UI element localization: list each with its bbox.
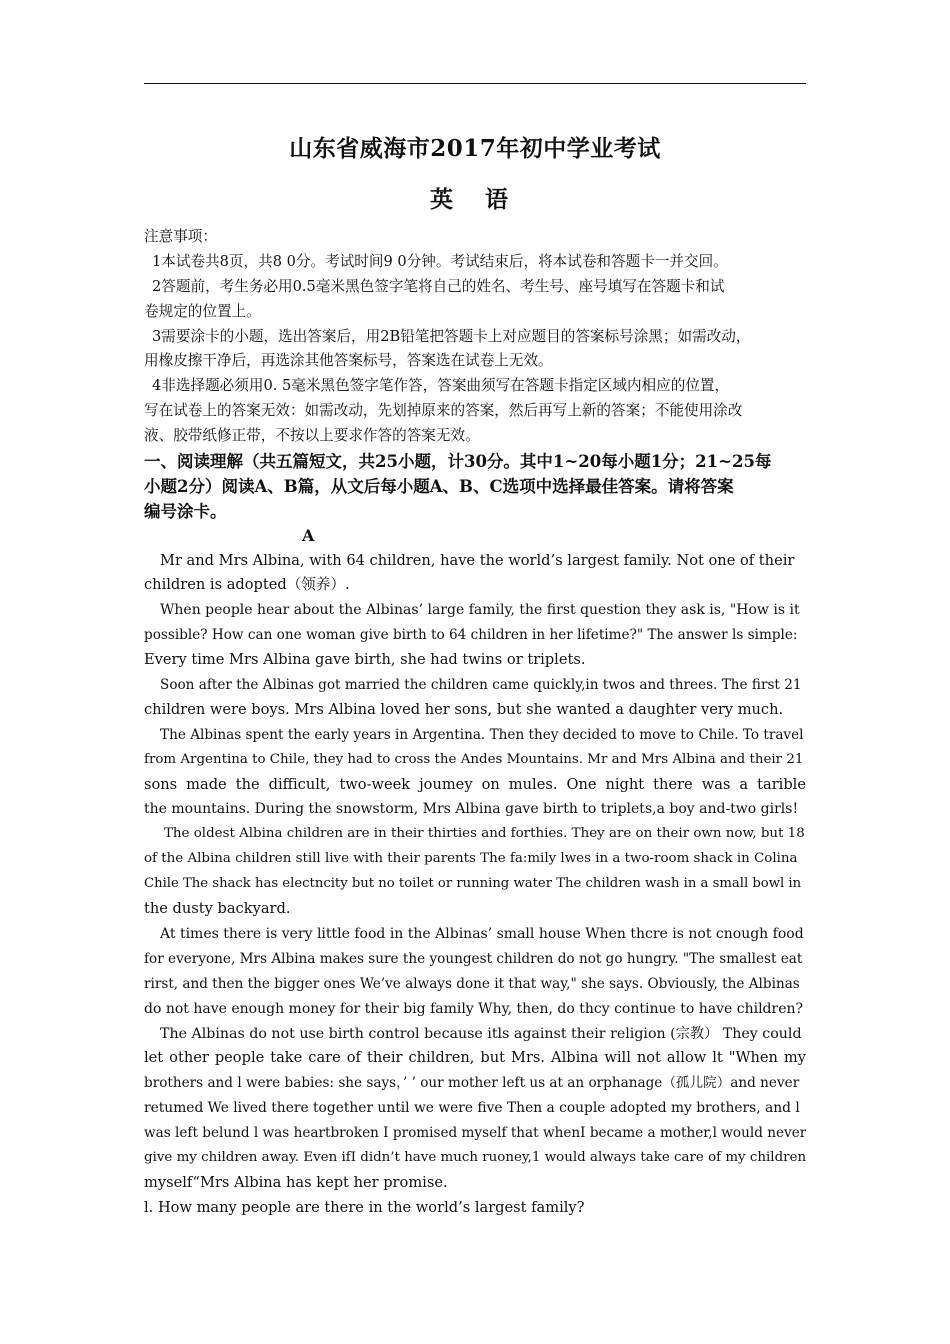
passage-line: Mr and Mrs Albina, with 64 children, have the world’s largest family. Not one of their xyxy=(160,551,795,569)
passage-line: Chile The shack has electncity but no toilet or running water The children wash in a small bowl in xyxy=(144,876,802,892)
section-heading-line-1: 一、阅读理解（共五篇短文，共25小题，计30分。其中1~20每小题1分；21~25每 xyxy=(144,452,772,472)
passage-line: children is adopted（领养）. xyxy=(144,576,350,594)
passage-line: do not have enough money for their big family Why, then, do thcy continue to have children? xyxy=(144,1000,804,1017)
notice-heading: 注意事项： xyxy=(144,228,217,245)
passage-line: from Argentina to Chile, they had to cross the Andes Mountains. Mr and Mrs Albina and their 21 xyxy=(144,751,804,767)
notice-line-2: 2答题前，考生务必用0.5毫米黑色签字笔将自己的姓名、考生号、座号填写在答题卡和试 xyxy=(152,277,725,295)
section-heading-line-3: 编号涂卡。 xyxy=(144,501,227,521)
passage-line: Every time Mrs Albina gave birth, she had twins or triplets. xyxy=(144,651,586,669)
passage-line: brothers and l were babies: she says，’ ’ our mother left us at an orphanage（孤儿院）and never xyxy=(144,1075,800,1092)
passage-line: rirst, and then the bigger ones We’ve always done it that way," she says. Obviously, the Albinas xyxy=(144,975,800,992)
question-1: l. How many people are there in the world’s largest family? xyxy=(144,1198,585,1216)
passage-label: A xyxy=(302,525,315,545)
passage-line: let other people take care of their children, but Mrs. Albina will not allow lt "When my xyxy=(144,1049,806,1067)
passage-line: was left belund l was heartbroken I promised myself that whenI became a mother,l would never xyxy=(144,1125,806,1142)
passage-line: The Albinas spent the early years in Argentina. Then they decided to move to Chile. To travel xyxy=(160,726,804,743)
passage-line: retumed We lived there together until we were five Then a couple adopted my brothers, and l xyxy=(144,1100,800,1117)
top-rule xyxy=(144,83,806,84)
passage-line: the mountains. During the snowstorm, Mrs Albina gave birth to triplets,a boy and-two girls! xyxy=(144,801,799,818)
notice-line-6: 4非选择题必须用0. 5毫米黑色签字笔作答，答案曲须写在答题卡指定区域内相应的位置， xyxy=(152,377,730,395)
notice-line-5: 用橡皮擦干净后，再选涂其他答案标号，答案选在试卷上无效。 xyxy=(144,352,553,370)
passage-line: give my children away. Even ifI didn’t have much ruoney,1 would always take care of my children xyxy=(144,1149,806,1165)
notice-line-3: 卷规定的位置上。 xyxy=(144,302,261,320)
passage-line: sons made the difficult, two-week joumey on mules. One night there was a tarible xyxy=(144,775,806,793)
passage-line: The Albinas do not use birth control because itls against their religion (宗教） They could xyxy=(160,1025,802,1042)
notice-line-4: 3需要涂卡的小题，选出答案后，用2B铅笔把答题卡上对应题目的答案标号涂黑；如需改动， xyxy=(152,327,751,345)
passage-line: for everyone, Mrs Albina makes sure the youngest children do not go hungry. "The smallest eat xyxy=(144,950,803,967)
passage-line: At times there is very little food in the Albinas’ small house When thcre is not cnough food xyxy=(160,925,804,942)
passage-line: The oldest Albina children are in their thirties and forthies. They are on their own now, but 18 xyxy=(164,826,805,842)
exam-title: 山东省威海市2017年初中学业考试 xyxy=(289,135,661,162)
notice-line-1: 1本试卷共8页，共8 0分。考试时间9 0分钟。考试结束后，将本试卷和答题卡一并交回。 xyxy=(152,252,728,270)
passage-line: the dusty backyard. xyxy=(144,900,291,918)
passage-line: children were boys. Mrs Albina loved her sons, but she wanted a daughter very much. xyxy=(144,700,784,718)
notice-line-7: 写在试卷上的答案无效：如需改动，先划掉原来的答案，然后再写上新的答案；不能使用涂改 xyxy=(144,402,743,420)
notice-line-8: 液、胶带纸修正带，不按以上要求作答的答案无效。 xyxy=(144,427,480,445)
passage-line: When people hear about the Albinas’ large family, the first question they ask is, "How is it xyxy=(160,602,800,619)
passage-line: Soon after the Albinas got married the children came quickly,in twos and threes. The first 21 xyxy=(160,677,802,694)
passage-line: of the Albina children still live with their parents The fa:mily lwes in a two-room shack in Colina xyxy=(144,851,798,867)
exam-body xyxy=(144,225,806,1221)
exam-subject: 英 语 xyxy=(429,186,520,213)
section-heading-line-2: 小题2分）阅读A、B篇，从文后每小题A、B、C选项中选择最佳答案。请将答案 xyxy=(144,476,734,496)
passage-line: possible? How can one woman give birth to 64 children in her lifetime?" The answer ls simple: xyxy=(144,627,798,644)
passage-line: myself“Mrs Albina has kept her promise. xyxy=(144,1173,448,1191)
